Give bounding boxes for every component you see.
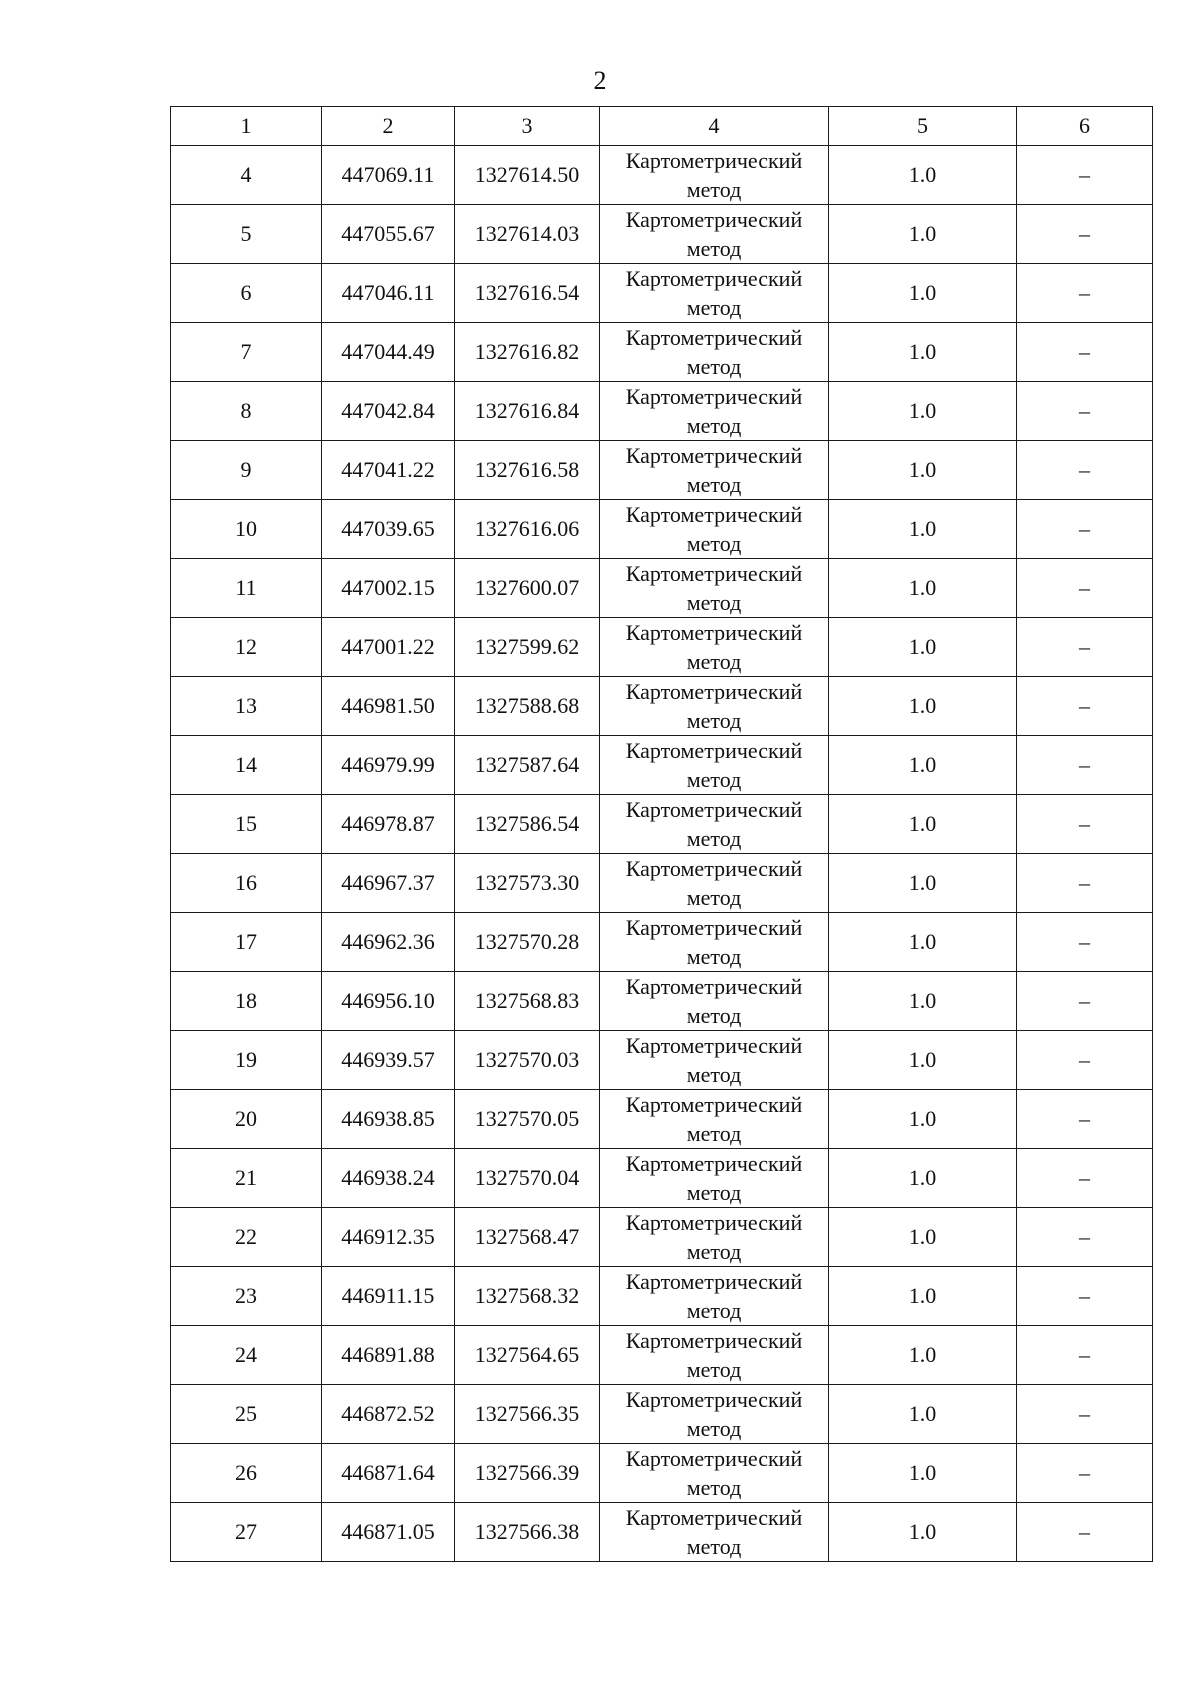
method-cell xyxy=(600,1385,829,1444)
x-coordinate-cell: 446891.88 xyxy=(322,1326,455,1385)
method-line-2: метод xyxy=(686,649,742,674)
method-cell xyxy=(600,500,829,559)
note-cell: – xyxy=(1017,264,1153,323)
precision-cell: 1.0 xyxy=(829,1149,1017,1208)
point-number-cell: 4 xyxy=(171,146,322,205)
note-cell: – xyxy=(1017,1090,1153,1149)
method-line-2: метод xyxy=(686,1416,742,1441)
note-cell: – xyxy=(1017,795,1153,854)
method-line-2: метод xyxy=(686,1180,742,1205)
table-row xyxy=(171,618,1153,677)
y-coordinate-cell: 1327616.84 xyxy=(455,382,600,441)
method-line-1: Картометрический xyxy=(625,1505,803,1530)
header-cell-3: 3 xyxy=(455,107,600,146)
method-cell xyxy=(600,1444,829,1503)
point-number-cell: 16 xyxy=(171,854,322,913)
x-coordinate-cell: 447055.67 xyxy=(322,205,455,264)
y-coordinate-cell: 1327600.07 xyxy=(455,559,600,618)
x-coordinate-cell: 447046.11 xyxy=(322,264,455,323)
method-line-2: метод xyxy=(686,295,742,320)
precision-cell: 1.0 xyxy=(829,736,1017,795)
y-coordinate-cell: 1327614.50 xyxy=(455,146,600,205)
method-line-2: метод xyxy=(686,944,742,969)
point-number-cell: 13 xyxy=(171,677,322,736)
method-line-2: метод xyxy=(686,826,742,851)
precision-cell: 1.0 xyxy=(829,618,1017,677)
x-coordinate-cell: 446978.87 xyxy=(322,795,455,854)
note-cell: – xyxy=(1017,146,1153,205)
method-line-2: метод xyxy=(686,708,742,733)
table-row xyxy=(171,323,1153,382)
point-number-cell: 24 xyxy=(171,1326,322,1385)
precision-cell: 1.0 xyxy=(829,795,1017,854)
method-line-1: Картометрический xyxy=(625,856,803,881)
note-cell: – xyxy=(1017,677,1153,736)
method-line-1: Картометрический xyxy=(625,974,803,999)
x-coordinate-cell: 447039.65 xyxy=(322,500,455,559)
x-coordinate-cell: 446981.50 xyxy=(322,677,455,736)
precision-cell: 1.0 xyxy=(829,1267,1017,1326)
y-coordinate-cell: 1327568.32 xyxy=(455,1267,600,1326)
header-cell-4: 4 xyxy=(600,107,829,146)
method-line-1: Картометрический xyxy=(625,207,803,232)
method-line-1: Картометрический xyxy=(625,1446,803,1471)
method-cell xyxy=(600,264,829,323)
method-cell xyxy=(600,146,829,205)
note-cell: – xyxy=(1017,736,1153,795)
point-number-cell: 27 xyxy=(171,1503,322,1562)
method-line-2: метод xyxy=(686,1003,742,1028)
method-line-1: Картометрический xyxy=(625,620,803,645)
note-cell: – xyxy=(1017,441,1153,500)
table-row xyxy=(171,795,1153,854)
y-coordinate-cell: 1327568.47 xyxy=(455,1208,600,1267)
y-coordinate-cell: 1327588.68 xyxy=(455,677,600,736)
x-coordinate-cell: 447002.15 xyxy=(322,559,455,618)
table-row xyxy=(171,500,1153,559)
precision-cell: 1.0 xyxy=(829,1444,1017,1503)
method-cell xyxy=(600,559,829,618)
method-line-1: Картометрический xyxy=(625,443,803,468)
method-line-2: метод xyxy=(686,413,742,438)
method-line-2: метод xyxy=(686,531,742,556)
precision-cell: 1.0 xyxy=(829,1090,1017,1149)
header-cell-5: 5 xyxy=(829,107,1017,146)
method-line-1: Картометрический xyxy=(625,915,803,940)
note-cell: – xyxy=(1017,972,1153,1031)
y-coordinate-cell: 1327586.54 xyxy=(455,795,600,854)
page-number: 2 xyxy=(593,66,607,95)
point-number-cell: 17 xyxy=(171,913,322,972)
precision-cell: 1.0 xyxy=(829,559,1017,618)
x-coordinate-cell: 447042.84 xyxy=(322,382,455,441)
method-cell xyxy=(600,677,829,736)
point-number-cell: 19 xyxy=(171,1031,322,1090)
point-number-cell: 5 xyxy=(171,205,322,264)
point-number-cell: 20 xyxy=(171,1090,322,1149)
method-line-1: Картометрический xyxy=(625,325,803,350)
note-cell: – xyxy=(1017,1149,1153,1208)
header-cell-1: 1 xyxy=(171,107,322,146)
precision-cell: 1.0 xyxy=(829,264,1017,323)
y-coordinate-cell: 1327566.35 xyxy=(455,1385,600,1444)
table-row xyxy=(171,677,1153,736)
method-cell xyxy=(600,1208,829,1267)
method-line-2: метод xyxy=(686,1534,742,1559)
x-coordinate-cell: 446938.85 xyxy=(322,1090,455,1149)
x-coordinate-cell: 446872.52 xyxy=(322,1385,455,1444)
method-line-1: Картометрический xyxy=(625,679,803,704)
table-row xyxy=(171,1090,1153,1149)
precision-cell: 1.0 xyxy=(829,500,1017,559)
header-cell-6: 6 xyxy=(1017,107,1153,146)
y-coordinate-cell: 1327564.65 xyxy=(455,1326,600,1385)
table-row xyxy=(171,736,1153,795)
table-row xyxy=(171,913,1153,972)
method-cell xyxy=(600,1503,829,1562)
method-line-1: Картометрический xyxy=(625,502,803,527)
precision-cell: 1.0 xyxy=(829,382,1017,441)
y-coordinate-cell: 1327570.03 xyxy=(455,1031,600,1090)
x-coordinate-cell: 446871.64 xyxy=(322,1444,455,1503)
method-cell xyxy=(600,382,829,441)
note-cell: – xyxy=(1017,559,1153,618)
y-coordinate-cell: 1327568.83 xyxy=(455,972,600,1031)
point-number-cell: 6 xyxy=(171,264,322,323)
precision-cell: 1.0 xyxy=(829,205,1017,264)
method-cell xyxy=(600,441,829,500)
method-line-2: метод xyxy=(686,590,742,615)
note-cell: – xyxy=(1017,1267,1153,1326)
note-cell: – xyxy=(1017,1444,1153,1503)
note-cell: – xyxy=(1017,1385,1153,1444)
precision-cell: 1.0 xyxy=(829,913,1017,972)
table-row xyxy=(171,1208,1153,1267)
table-row xyxy=(171,854,1153,913)
precision-cell: 1.0 xyxy=(829,441,1017,500)
point-number-cell: 8 xyxy=(171,382,322,441)
method-line-1: Картометрический xyxy=(625,1151,803,1176)
table-row xyxy=(171,382,1153,441)
method-line-1: Картометрический xyxy=(625,738,803,763)
method-line-1: Картометрический xyxy=(625,1092,803,1117)
y-coordinate-cell: 1327570.04 xyxy=(455,1149,600,1208)
method-cell xyxy=(600,913,829,972)
x-coordinate-cell: 446967.37 xyxy=(322,854,455,913)
precision-cell: 1.0 xyxy=(829,1031,1017,1090)
y-coordinate-cell: 1327573.30 xyxy=(455,854,600,913)
x-coordinate-cell: 446871.05 xyxy=(322,1503,455,1562)
method-cell xyxy=(600,1267,829,1326)
x-coordinate-cell: 446962.36 xyxy=(322,913,455,972)
note-cell: – xyxy=(1017,382,1153,441)
note-cell: – xyxy=(1017,913,1153,972)
x-coordinate-cell: 447044.49 xyxy=(322,323,455,382)
note-cell: – xyxy=(1017,1326,1153,1385)
note-cell: – xyxy=(1017,323,1153,382)
table-row xyxy=(171,441,1153,500)
method-line-2: метод xyxy=(686,354,742,379)
point-number-cell: 21 xyxy=(171,1149,322,1208)
note-cell: – xyxy=(1017,618,1153,677)
method-line-1: Картометрический xyxy=(625,148,803,173)
point-number-cell: 15 xyxy=(171,795,322,854)
table-row xyxy=(171,1444,1153,1503)
method-line-2: метод xyxy=(686,1298,742,1323)
method-cell xyxy=(600,323,829,382)
method-cell xyxy=(600,1090,829,1149)
note-cell: – xyxy=(1017,854,1153,913)
y-coordinate-cell: 1327616.54 xyxy=(455,264,600,323)
table-row xyxy=(171,1326,1153,1385)
table-row xyxy=(171,1149,1153,1208)
x-coordinate-cell: 446911.15 xyxy=(322,1267,455,1326)
point-number-cell: 23 xyxy=(171,1267,322,1326)
method-cell xyxy=(600,736,829,795)
table-header-row xyxy=(171,107,1153,146)
precision-cell: 1.0 xyxy=(829,323,1017,382)
y-coordinate-cell: 1327587.64 xyxy=(455,736,600,795)
precision-cell: 1.0 xyxy=(829,1385,1017,1444)
y-coordinate-cell: 1327566.39 xyxy=(455,1444,600,1503)
precision-cell: 1.0 xyxy=(829,146,1017,205)
point-number-cell: 14 xyxy=(171,736,322,795)
method-cell xyxy=(600,1031,829,1090)
method-line-1: Картометрический xyxy=(625,1269,803,1294)
table-row xyxy=(171,1385,1153,1444)
precision-cell: 1.0 xyxy=(829,1503,1017,1562)
method-cell xyxy=(600,1149,829,1208)
method-line-1: Картометрический xyxy=(625,384,803,409)
note-cell: – xyxy=(1017,1031,1153,1090)
point-number-cell: 18 xyxy=(171,972,322,1031)
y-coordinate-cell: 1327616.58 xyxy=(455,441,600,500)
point-number-cell: 12 xyxy=(171,618,322,677)
method-line-2: метод xyxy=(686,1121,742,1146)
table-row xyxy=(171,264,1153,323)
method-line-1: Картометрический xyxy=(625,1210,803,1235)
y-coordinate-cell: 1327570.05 xyxy=(455,1090,600,1149)
table-row xyxy=(171,972,1153,1031)
precision-cell: 1.0 xyxy=(829,854,1017,913)
method-line-2: метод xyxy=(686,1062,742,1087)
method-cell xyxy=(600,854,829,913)
table-row xyxy=(171,1267,1153,1326)
method-line-1: Картометрический xyxy=(625,1033,803,1058)
note-cell: – xyxy=(1017,1208,1153,1267)
x-coordinate-cell: 446979.99 xyxy=(322,736,455,795)
y-coordinate-cell: 1327570.28 xyxy=(455,913,600,972)
method-line-1: Картометрический xyxy=(625,1387,803,1412)
method-line-2: метод xyxy=(686,177,742,202)
precision-cell: 1.0 xyxy=(829,1326,1017,1385)
point-number-cell: 25 xyxy=(171,1385,322,1444)
method-line-2: метод xyxy=(686,767,742,792)
table-row xyxy=(171,205,1153,264)
note-cell: – xyxy=(1017,500,1153,559)
x-coordinate-cell: 446938.24 xyxy=(322,1149,455,1208)
x-coordinate-cell: 447001.22 xyxy=(322,618,455,677)
method-line-1: Картометрический xyxy=(625,561,803,586)
method-line-2: метод xyxy=(686,1475,742,1500)
y-coordinate-cell: 1327614.03 xyxy=(455,205,600,264)
x-coordinate-cell: 447041.22 xyxy=(322,441,455,500)
y-coordinate-cell: 1327599.62 xyxy=(455,618,600,677)
y-coordinate-cell: 1327616.82 xyxy=(455,323,600,382)
method-line-2: метод xyxy=(686,1239,742,1264)
method-cell xyxy=(600,1326,829,1385)
method-line-2: метод xyxy=(686,1357,742,1382)
point-number-cell: 26 xyxy=(171,1444,322,1503)
point-number-cell: 10 xyxy=(171,500,322,559)
method-line-2: метод xyxy=(686,236,742,261)
precision-cell: 1.0 xyxy=(829,1208,1017,1267)
precision-cell: 1.0 xyxy=(829,972,1017,1031)
method-line-1: Картометрический xyxy=(625,797,803,822)
method-cell xyxy=(600,618,829,677)
method-cell xyxy=(600,795,829,854)
note-cell: – xyxy=(1017,1503,1153,1562)
x-coordinate-cell: 446956.10 xyxy=(322,972,455,1031)
method-line-2: метод xyxy=(686,885,742,910)
header-cell-2: 2 xyxy=(322,107,455,146)
point-number-cell: 7 xyxy=(171,323,322,382)
point-number-cell: 22 xyxy=(171,1208,322,1267)
precision-cell: 1.0 xyxy=(829,677,1017,736)
table-row xyxy=(171,1031,1153,1090)
method-line-1: Картометрический xyxy=(625,266,803,291)
method-line-2: метод xyxy=(686,472,742,497)
table-row xyxy=(171,1503,1153,1562)
point-number-cell: 9 xyxy=(171,441,322,500)
method-cell xyxy=(600,972,829,1031)
method-line-1: Картометрический xyxy=(625,1328,803,1353)
x-coordinate-cell: 447069.11 xyxy=(322,146,455,205)
note-cell: – xyxy=(1017,205,1153,264)
x-coordinate-cell: 446912.35 xyxy=(322,1208,455,1267)
x-coordinate-cell: 446939.57 xyxy=(322,1031,455,1090)
table-row xyxy=(171,559,1153,618)
point-number-cell: 11 xyxy=(171,559,322,618)
y-coordinate-cell: 1327566.38 xyxy=(455,1503,600,1562)
coordinates-table xyxy=(170,106,1153,1562)
method-cell xyxy=(600,205,829,264)
table-row xyxy=(171,146,1153,205)
y-coordinate-cell: 1327616.06 xyxy=(455,500,600,559)
